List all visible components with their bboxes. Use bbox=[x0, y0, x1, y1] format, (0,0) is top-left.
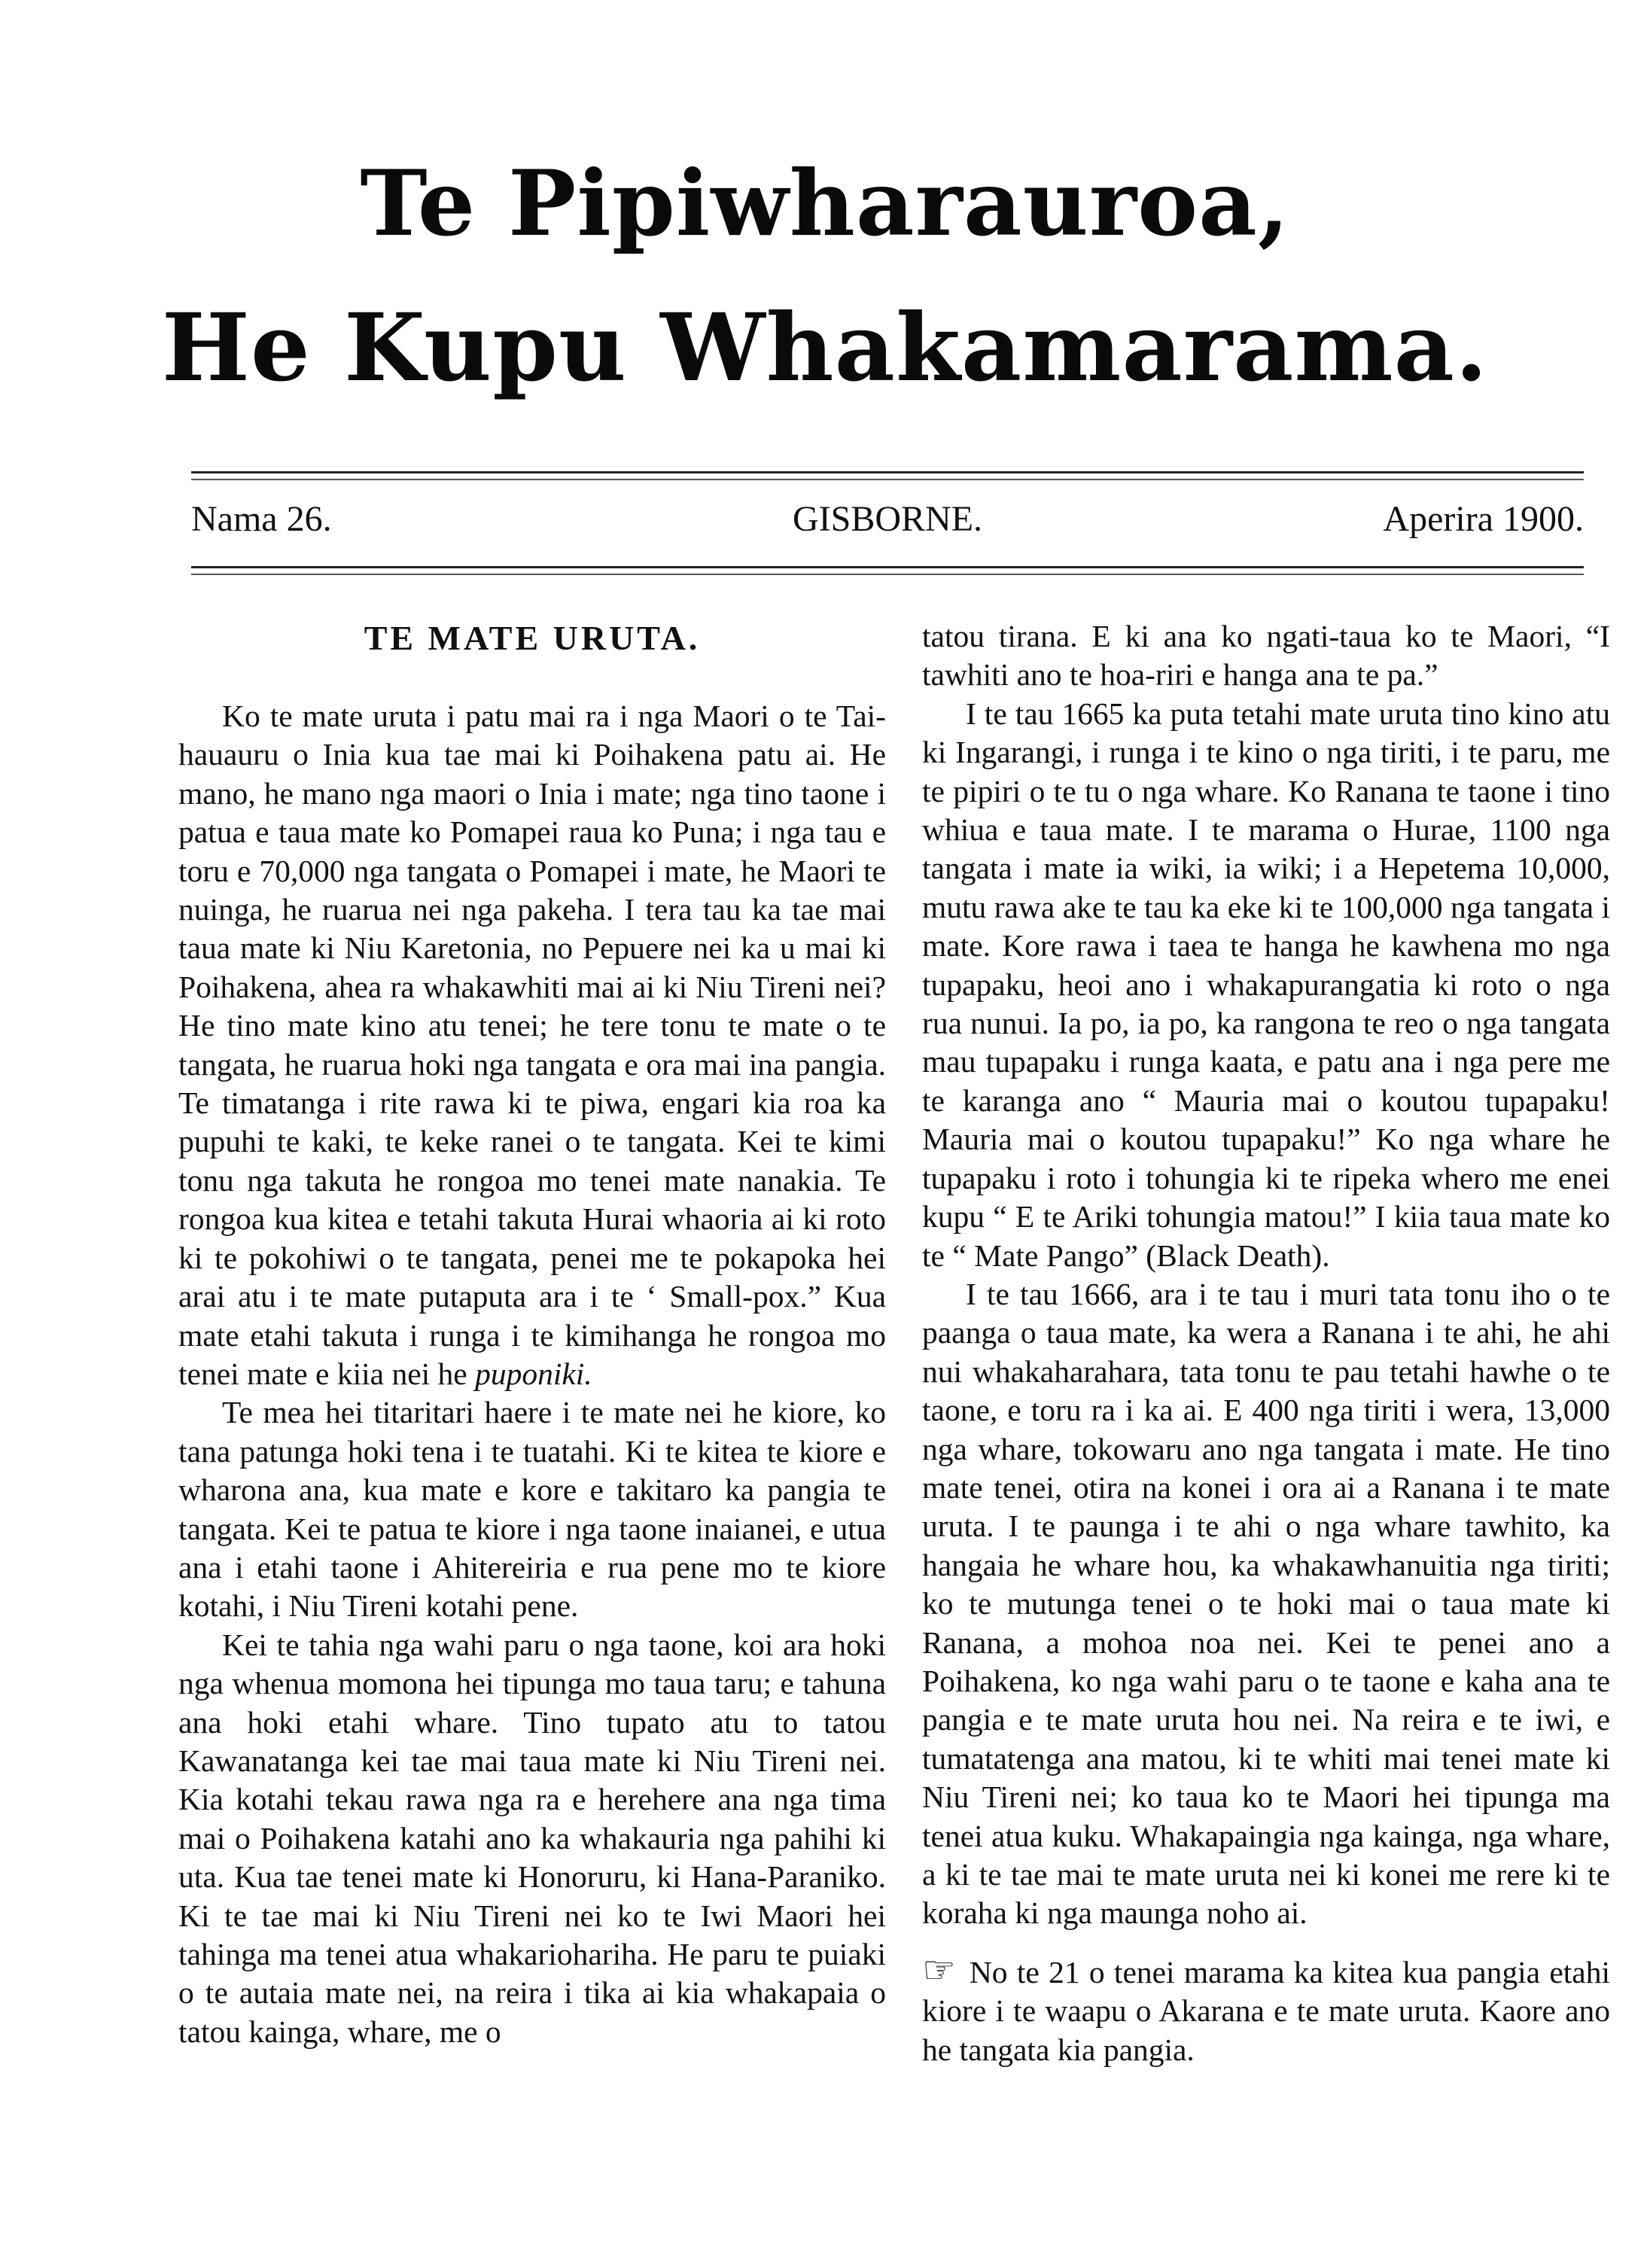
paragraph: Te mea hei titaritari haere i te mate nei he kiore, ko tana patunga hoki tena i te tuatahi. Ki te kitea te kiore e wharona ana, kua mate e kore e takitaro ka pangia te tangata. Kei te patua te kiore i nga taone inaianei, e utua ana i etahi taone i Ahitereiria e rua pene mo te kiore kotahi, i Niu Tireni kotahi pene. bbox=[178, 1395, 886, 1624]
issue-date: Aperira 1900. bbox=[1383, 499, 1584, 539]
pointing-hand-icon: ☞ bbox=[922, 1948, 956, 1991]
article-column-1 bbox=[178, 617, 886, 2051]
masthead-subtitle: He Kupu Whakamarama. bbox=[161, 294, 1489, 403]
top-rule bbox=[191, 471, 1584, 480]
note-text: No te 21 o tenei marama ka kitea kua pangia etahi kiore i te waapu o Akarana e te mate uruta. Kaore ano he tangata kia pangia. bbox=[922, 1954, 1610, 2067]
paragraph: I te tau 1665 ka puta tetahi mate uruta tino kino atu ki Ingarangi, i runga i te kino o nga tiriti, i te paru, me te pipiri o te tu o nga whare. Ko Ranana te taone i tino whiua e taua mate. I te marama o Hurae, 1100 nga tangata i mate ia wiki, ia wiki; i a Hepetema 10,000, mutu rawa ake te tau ka eke ki te 100,000 nga tangata i mate. Kore rawa i taea te hanga he kawhena mo nga tupapaku, heoi ano i whakapurangatia ki roto o nga rua nunui. Ia po, ia po, ka rangona te reo o nga tangata mau tupapaku i runga kaata, e patu ana i nga pere me te karanga ano “ Mauria mai o koutou tupapaku! Mauria mai o koutou tupapaku!” Ko nga whare he tupapaku i roto i tohungia ki te ripeka whero me enei kupu “ E te Ariki tohungia matou!” I kiia taua mate ko te “ Mate Pango” (Black Death). bbox=[922, 696, 1610, 1273]
article-heading: TE MATE URUTA. bbox=[364, 619, 701, 657]
masthead-title: Te Pipiwharauroa, bbox=[360, 151, 1290, 257]
issue-info-bar bbox=[191, 498, 1584, 551]
article-column-2 bbox=[922, 617, 1610, 2069]
paragraph: tatou tirana. E ki ana ko ngati-taua ko te Maori, “I tawhiti ano te hoa-riri e hanga ana te pa.” bbox=[922, 619, 1610, 693]
paragraph bbox=[178, 697, 886, 1393]
issue-place: GISBORNE. bbox=[792, 499, 983, 539]
issue-number: Nama 26. bbox=[191, 499, 332, 539]
paragraph: Kei te tahia nga wahi paru o nga taone, koi ara hoki nga whenua momona hei tipunga mo taua taru; e tahuna ana hoki etahi whare. Tino tupato atu to tatou Kawanatanga kei tae mai taua mate ki Niu Tireni nei. Kia kotahi tekau rawa nga ra e herehere ana nga tima mai o Poihakena katahi ano ka whakauria nga pahihi ki uta. Kua tae tenei mate ki Honoruru, ki Hana-Paraniko. Ki te tae mai ki Niu Tireni nei ko te Iwi Maori hei tahinga ma tenei atua whakariohariha. He paru te puiaki o te autaia mate nei, na reira i tika ai kia whakapaia o tatou kainga, whare, me o bbox=[178, 1627, 886, 2049]
italic-term: puponiki. bbox=[475, 1356, 592, 1391]
news-note bbox=[922, 1948, 1610, 2069]
bottom-rule bbox=[191, 566, 1584, 575]
paragraph: I te tau 1666, ara i te tau i muri tata tonu iho o te paanga o taua mate, ka wera a Ranana i te ahi, he ahi nui whakaharahara, tata tonu te pau tetahi hawhe o te taone, e toru ra i ka ai. E 400 nga tiriti i wera, 13,000 nga whare, tokowaru ano nga tangata i mate. He tino mate tenei, otira na konei i ora ai a Ranana i te mate uruta. I te paunga i te ahi o nga whare tawhito, ka hangaia he whare hou, ka whakawhanuitia nga tiriti; ko te mutunga tenei o te hoki mai o taua mate ki Ranana, a mohoa noa nei. Kei te penei ano a Poihakena, ko nga wahi paru o te taone e kaha ana te pangia e te mate uruta hou nei. Na reira e te iwi, e tumatatenga ana matou, ki te whiti mai tenei mate ki Niu Tireni nei; ko taua ko te Maori hei tipunga ma tenei atua kuku. Whakapaingia nga kainga, nga whare, a ki te tae mai te mate uruta nei ki konei me rere ki te koraha ki nga maunga noho ai. bbox=[922, 1276, 1610, 1931]
paragraph-text: Ko te mate uruta i patu mai ra i nga Maori o te Tai-hauauru o Inia kua tae mai ki Poihakena patu ai. He mano, he mano nga maori o Inia i mate; nga tino taone i patua e taua mate ko Pomapei raua ko Puna; i nga tau e toru e 70,000 nga tangata o Pomapei i mate, he Maori te nuinga, he ruarua nei nga pakeha. I tera tau ka tae mai taua mate ki Niu Karetonia, no Pepuere nei ka u mai ki Poihakena, ahea ra whakawhiti mai ai ki Niu Tireni nei? He tino mate kino atu tenei; he tere tonu te mate o te tangata, he ruarua hoki nga tangata e ora mai ina pangia. Te timatanga i rite rawa ki te piwa, engari kia roa ka pupuhi te kaki, te keke ranei o te tangata. Kei te kimi tonu nga takuta he rongoa mo tenei mate nanakia. Te rongoa kua kitea e tetahi takuta Hurai whaoria ai ki roto ki te pokohiwi o te tangata, penei me te pokapoka hei arai atu i te mate putaputa ara i te ‘ Small-pox.” Kua mate etahi takuta i runga i te kimihanga he rongoa mo tenei mate e kiia nei he bbox=[178, 699, 886, 1391]
